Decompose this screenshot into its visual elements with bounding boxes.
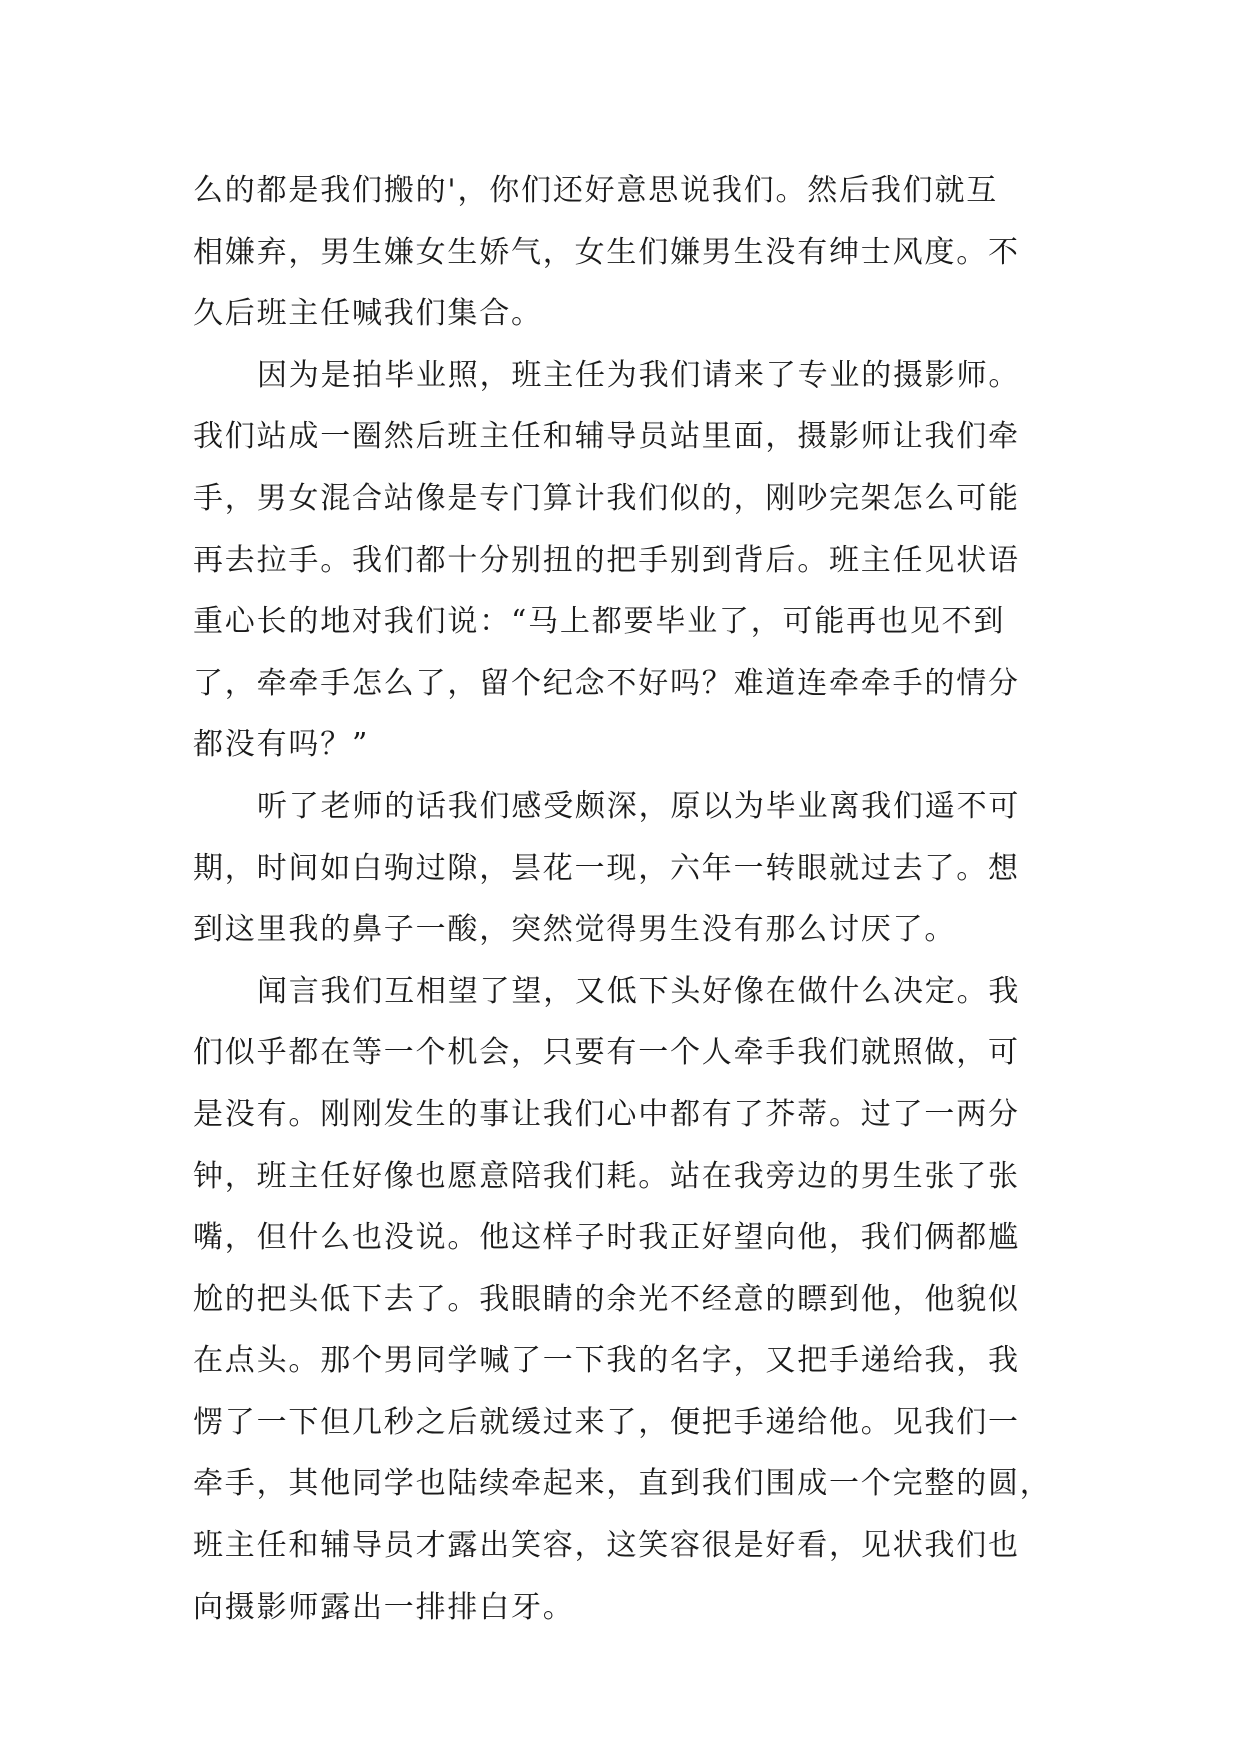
- text-line: 嘴，但什么也没说。他这样子时我正好望向他，我们俩都尴: [193, 1220, 1020, 1256]
- text-line: 都没有吗？”: [193, 727, 370, 763]
- text-line: 们似乎都在等一个机会，只要有一个人牵手我们就照做，可: [193, 1035, 1020, 1071]
- paragraph-start-line: 因为是拍毕业照，班主任为我们请来了专业的摄影师。: [257, 357, 1021, 393]
- text-line: 班主任和辅导员才露出笑容，这笑容很是好看，见状我们也: [193, 1528, 1020, 1564]
- text-line: 向摄影师露出一排排白牙。: [193, 1589, 575, 1625]
- text-line: 钟，班主任好像也愿意陪我们耗。站在我旁边的男生张了张: [193, 1158, 1020, 1194]
- text-line: 在点头。那个男同学喊了一下我的名字，又把手递给我，我: [193, 1343, 1020, 1379]
- text-line: 到这里我的鼻子一酸，突然觉得男生没有那么讨厌了。: [193, 912, 957, 948]
- text-line: 是没有。刚刚发生的事让我们心中都有了芥蒂。过了一两分: [193, 1096, 1020, 1132]
- text-line: 久后班主任喊我们集合。: [193, 296, 543, 332]
- text-line: 么的都是我们搬的'，你们还好意思说我们。然后我们就互: [193, 173, 999, 208]
- text-line: 我们站成一圈然后班主任和辅导员站里面，摄影师让我们牵: [193, 419, 1020, 455]
- paragraph-start-line: 听了老师的话我们感受颇深，原以为毕业离我们遥不可: [257, 788, 1021, 824]
- text-line: 再去拉手。我们都十分别扭的把手别到背后。班主任见状语: [193, 542, 1020, 578]
- text-line: 手，男女混合站像是专门算计我们似的，刚吵完架怎么可能: [193, 480, 1020, 516]
- body-text: [193, 160, 1053, 1638]
- paragraph-start-line: 闻言我们互相望了望，又低下头好像在做什么决定。我: [257, 973, 1021, 1009]
- text-line: 了，牵牵手怎么了，留个纪念不好吗？难道连牵牵手的情分: [193, 665, 1020, 701]
- text-line: 期，时间如白驹过隙，昙花一现，六年一转眼就过去了。想: [193, 850, 1020, 886]
- text-line: 愣了一下但几秒之后就缓过来了，便把手递给他。见我们一: [193, 1404, 1020, 1440]
- text-line: 相嫌弃，男生嫌女生娇气，女生们嫌男生没有绅士风度。不: [193, 234, 1020, 270]
- text-line: 牵手，其他同学也陆续牵起来，直到我们围成一个完整的圆，: [193, 1466, 1052, 1502]
- text-line: 尬的把头低下去了。我眼睛的余光不经意的瞟到他，他貌似: [193, 1281, 1020, 1317]
- text-line: 重心长的地对我们说：“马上都要毕业了，可能再也见不到: [193, 604, 1006, 640]
